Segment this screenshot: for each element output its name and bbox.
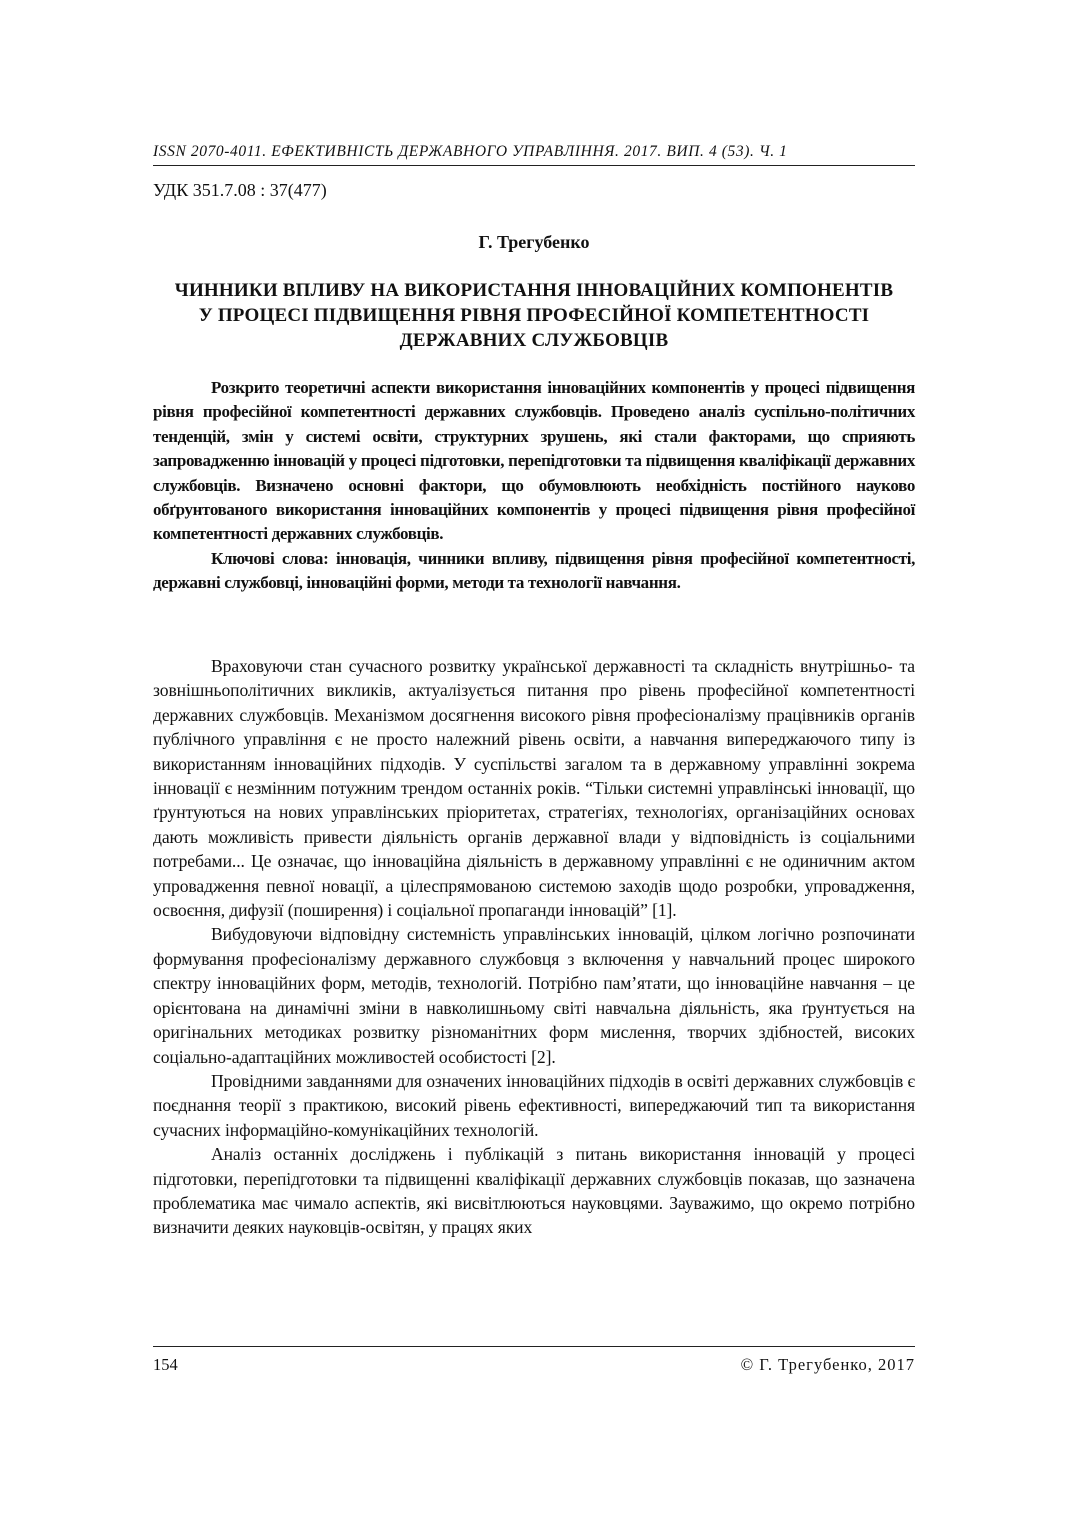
- body-paragraph: Враховуючи стан сучасного розвитку української державності та складність внутрішньо- та зовнішньополітичних викликів, актуалізується питання про рівень професійної компетентності державних службовців. Механізмом досягнення високого рівня професіоналізму працівників органів публічного управління є не просто належний рівень освіти, а навчання випереджаючого типу із використанням інноваційних підходів. У суспільстві загалом та в державному управлінні зокрема інновації є незмінним потужним трендом останніх років. “Тільки системні управлінські інновації, що ґрунтуються на нових управлінських пріоритетах, стратегіях, технологіях, організаційних основах дають можливість привести діяльність органів державної влади у відповідність із соціальними потребами... Це означає, що інноваційна діяльність в державному управлінні є не одиничним актом упровадження певної новації, а цілеспрямованою системою заходів щодо розробки, упровадження, освоєння, дифузії (поширення) і соціальної пропаганди інновацій” [1].: [153, 656, 915, 921]
- running-header: ISSN 2070-4011. ЕФЕКТИВНІСТЬ ДЕРЖАВНОГО УПРАВЛІННЯ. 2017. ВИП. 4 (53). Ч. 1: [153, 143, 915, 166]
- udk-code: УДК 351.7.08 : 37(477): [153, 180, 327, 200]
- title-line: У ПРОЦЕСІ ПІДВИЩЕННЯ РІВНЯ ПРОФЕСІЙНОЇ КОМПЕТЕНТНОСТІ: [198, 305, 870, 326]
- title-line: ЧИННИКИ ВПЛИВУ НА ВИКОРИСТАННЯ ІННОВАЦІЙНИХ КОМПОНЕНТІВ: [174, 280, 894, 301]
- abstract-text: Розкрито теоретичні аспекти використання інноваційних компонентів у процесі підвищення рівня професійної компетентності державних службовців. Проведено аналіз суспільно-політичних тенденцій, змін у системі освіти, структурних зрушень, які стали факторами, що сприяють запровадженню інновацій у процесі підготовки, перепідготовки та підвищення кваліфікації державних службовців. Визначено основні фактори, що обумовлюють необхідність постійного науково обґрунтованого використання інноваційних компонентів у процесі підвищення рівня професійної компетентності державних службовців.: [153, 378, 915, 544]
- author-name: Г. Трегубенко: [478, 232, 590, 252]
- body-paragraph: Вибудовуючи відповідну системність управлінських інновацій, цілком логічно розпочинати формування професіоналізму державного службовця з включення у навчальний процес широкого спектру інноваційних форм, методів, технологій. Потрібно пам’ятати, що інноваційне навчання – це орієнтована на динамічні зміни в навколишньому світі навчальна діяльність, яка ґрунтується на оригінальних методиках розвитку різноманітних форм мислення, творчих здібностей, високих соціально-адаптаційних можливостей особистості [2].: [153, 924, 915, 1067]
- title-line: ДЕРЖАВНИХ СЛУЖБОВЦІВ: [399, 330, 669, 351]
- keywords-text: Ключові слова: інновація, чинники впливу, підвищення рівня професійної компетентності, державні службовці, інноваційні форми, методи та технології навчання.: [153, 548, 915, 593]
- body-paragraph: Аналіз останніх досліджень і публікацій з питань використання інновацій у процесі підготовки, перепідготовки та підвищенні кваліфікації державних службовців показав, що зазначена проблематика має чимало аспектів, які висвітлюються науковцями. Зауважимо, що окремо потрібно визначити деяких науковців-освітян, у працях яких: [153, 1144, 915, 1238]
- body-text: [153, 654, 915, 1240]
- copyright-notice: © Г. Трегубенко, 2017: [740, 1355, 915, 1374]
- page-footer: [153, 1346, 915, 1375]
- page-number: 154: [153, 1355, 178, 1374]
- body-paragraph: Провідними завданнями для означених інноваційних підходів в освіті державних службовців є поєднання теорії з практикою, високий рівень ефективності, випереджаючий тип та використання сучасних інформаційно-комунікаційних технологій.: [153, 1070, 915, 1140]
- article-title: [153, 278, 915, 353]
- abstract-block: [153, 376, 915, 596]
